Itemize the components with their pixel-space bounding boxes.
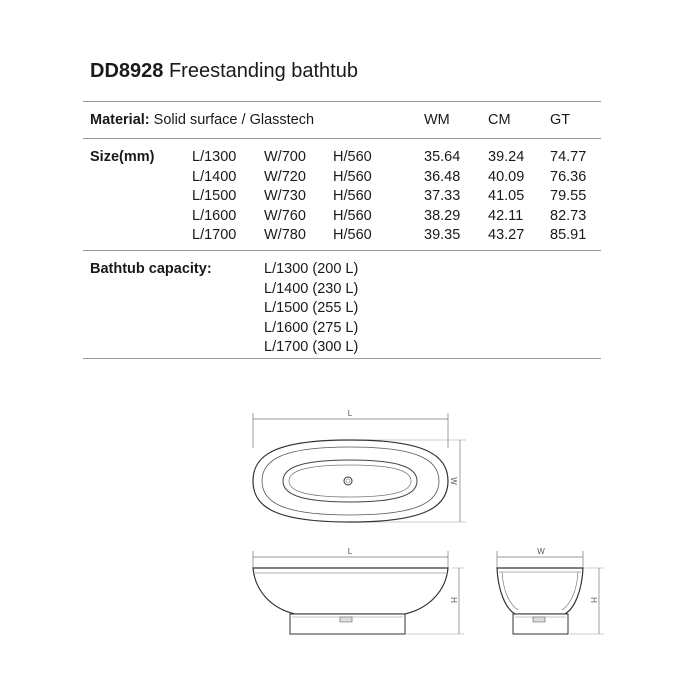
end-view-drawing: [497, 547, 604, 634]
gt-value: 79.55: [550, 188, 587, 204]
size-label: Size(mm): [90, 149, 155, 165]
size-length: L/1600: [192, 207, 237, 224]
column-header-gt: GT: [550, 112, 571, 128]
size-length: L/1400: [192, 168, 237, 185]
material-label: Material:: [90, 112, 150, 128]
gt-value: 85.91: [550, 227, 587, 243]
cm-value: 42.11: [488, 207, 524, 224]
end-view-height-label: H: [589, 597, 598, 603]
wm-value: 36.48: [424, 168, 461, 185]
gt-value: 82.73: [550, 207, 587, 224]
side-view-height-label: H: [449, 597, 458, 603]
size-length: L/1300: [192, 149, 237, 165]
top-view-drawing: [253, 409, 466, 522]
size-width: W/730: [264, 188, 306, 204]
product-code: DD8928: [90, 60, 164, 82]
top-view-length-label: L: [347, 409, 353, 418]
size-width: W/700: [264, 149, 306, 165]
size-length: L/1500: [192, 188, 237, 204]
gt-value: 76.36: [550, 168, 587, 185]
side-view-drawing: [253, 547, 464, 634]
size-height: H/560: [333, 227, 372, 243]
capacity-label: Bathtub capacity:: [90, 261, 212, 277]
cm-value: 40.09: [488, 168, 525, 185]
drain-icon: [344, 477, 352, 485]
cm-value: 43.27: [488, 227, 525, 243]
capacity-value: L/1500 (255 L): [264, 300, 359, 316]
capacity-value: L/1600 (275 L): [264, 319, 359, 336]
cm-value: 41.05: [488, 188, 525, 204]
end-view-width-label: W: [537, 547, 545, 556]
capacity-value: L/1300 (200 L): [264, 261, 359, 277]
material-value: Solid surface / Glasstech: [153, 112, 315, 128]
top-view-width-label: W: [449, 477, 458, 485]
size-height: H/560: [333, 188, 372, 204]
wm-value: 39.35: [424, 227, 461, 243]
capacity-value: L/1400 (230 L): [264, 280, 359, 297]
side-view-length-label: L: [347, 547, 353, 556]
wm-value: 38.29: [424, 207, 461, 224]
size-length: L/1700: [192, 227, 237, 243]
cm-value: 39.24: [488, 149, 525, 165]
wm-value: 37.33: [424, 188, 461, 204]
wm-value: 35.64: [424, 149, 461, 165]
capacity-value: L/1700 (300 L): [264, 339, 359, 355]
size-height: H/560: [333, 207, 372, 224]
size-width: W/720: [264, 168, 306, 185]
column-header-cm: CM: [488, 112, 511, 128]
size-height: H/560: [333, 168, 372, 185]
column-header-wm: WM: [424, 112, 450, 128]
gt-value: 74.77: [550, 149, 587, 165]
size-width: W/760: [264, 207, 306, 224]
size-height: H/560: [333, 149, 372, 165]
size-width: W/780: [264, 227, 306, 243]
product-name: Freestanding bathtub: [168, 60, 358, 82]
